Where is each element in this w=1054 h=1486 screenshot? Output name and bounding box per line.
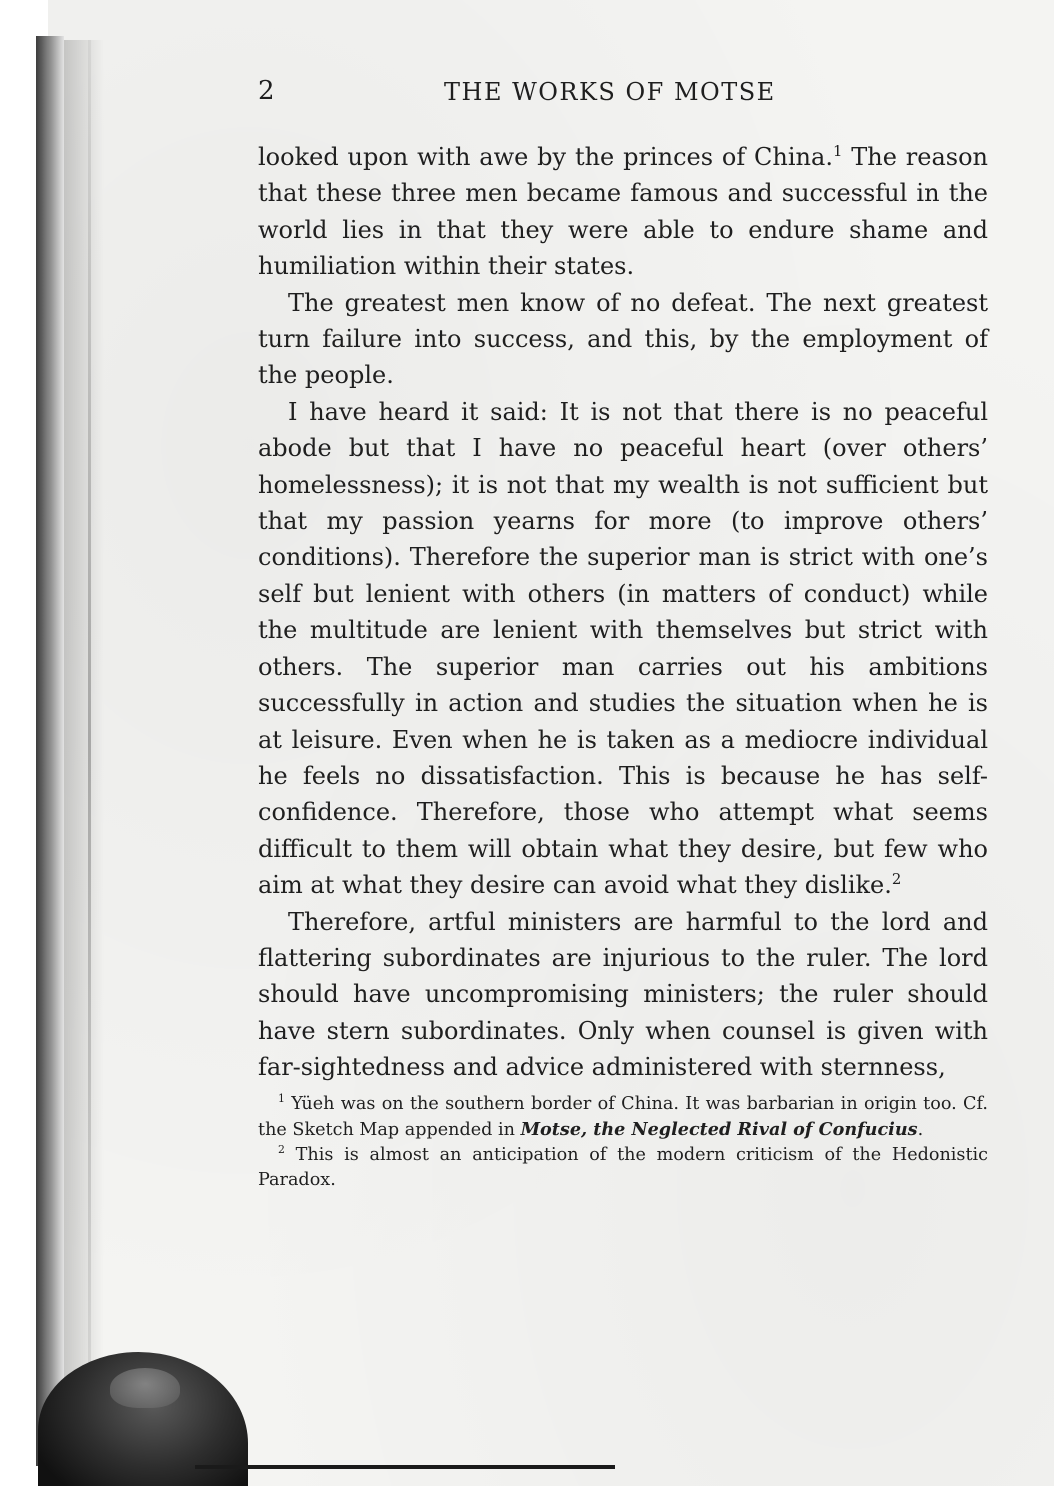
footnote-ref-1: 1 [832,142,843,160]
paragraph-1-text-a: looked upon with awe by the princes of China. [258,143,833,171]
paragraph-4: Therefore, artful ministers are harmful to the lord and flattering subordinates are injurious to the ruler. The lord should have uncompromising ministers; the ruler should have stern subordinates. Only when counsel is given with far-sightedness and advice administered with sternness, [258,907,988,1082]
page-number: 2 [258,76,275,106]
footnote-1-end: . [917,1120,924,1140]
paragraph-1 [258,139,988,285]
paragraph-3-text: I have heard it said: It is not that there is no peaceful abode but that I have no peaceful heart (over others’ homelessness); it is not that my wealth is not sufficient but that my passion yearns for more (to improve others’ conditions). Therefore the superior man is strict with one’s self but lenient with others (in matters of conduct) while the multitude are lenient with themselves but strict with others. The superior man carries out his ambitions successfully in action and studies the situation when he is at leisure. Even when he is taken as a mediocre individual he feels no dissatisfaction. This is because he has self-confidence. Therefore, those who attempt what seems difficult to them will obtain what they desire, but few who aim at what they desire can avoid what they dislike. [258,397,988,900]
gutter-shade [88,40,91,1440]
paragraph-2: The greatest men know of no defeat. The next greatest turn failure into success, and this, by the employment of the people. [258,288,988,390]
footnote-1 [258,1092,988,1143]
body-text [258,139,988,1086]
footnote-2-text: This is almost an anticipation of the modern criticism of the Hedonistic Paradox. [258,1145,988,1190]
footnote-2-marker: 2 [278,1143,285,1157]
footnote-1-marker: 1 [278,1092,285,1106]
paragraph-3 [258,394,988,904]
running-head: THE WORKS OF MOTSE [444,78,776,106]
book-spine [36,36,64,1466]
thumbnail-highlight [110,1368,180,1408]
footnote-1-book-title: Motse, the Neglected Rival of Confucius [520,1119,918,1140]
binding-shadow [64,40,104,1460]
bottom-edge-rule [195,1465,615,1469]
footnotes [258,1092,988,1193]
footnote-2 [258,1143,988,1193]
paragraph-1-text-b: The reason that these three men became famous and successful in the world lies in that they were able to endure shame and humiliation within their states. [258,143,988,281]
footnote-1-text: Yüeh was on the southern border of China. It was barbarian in origin too. Cf. the Sketch Map appended in [258,1094,988,1140]
footnote-ref-2: 2 [891,870,902,889]
